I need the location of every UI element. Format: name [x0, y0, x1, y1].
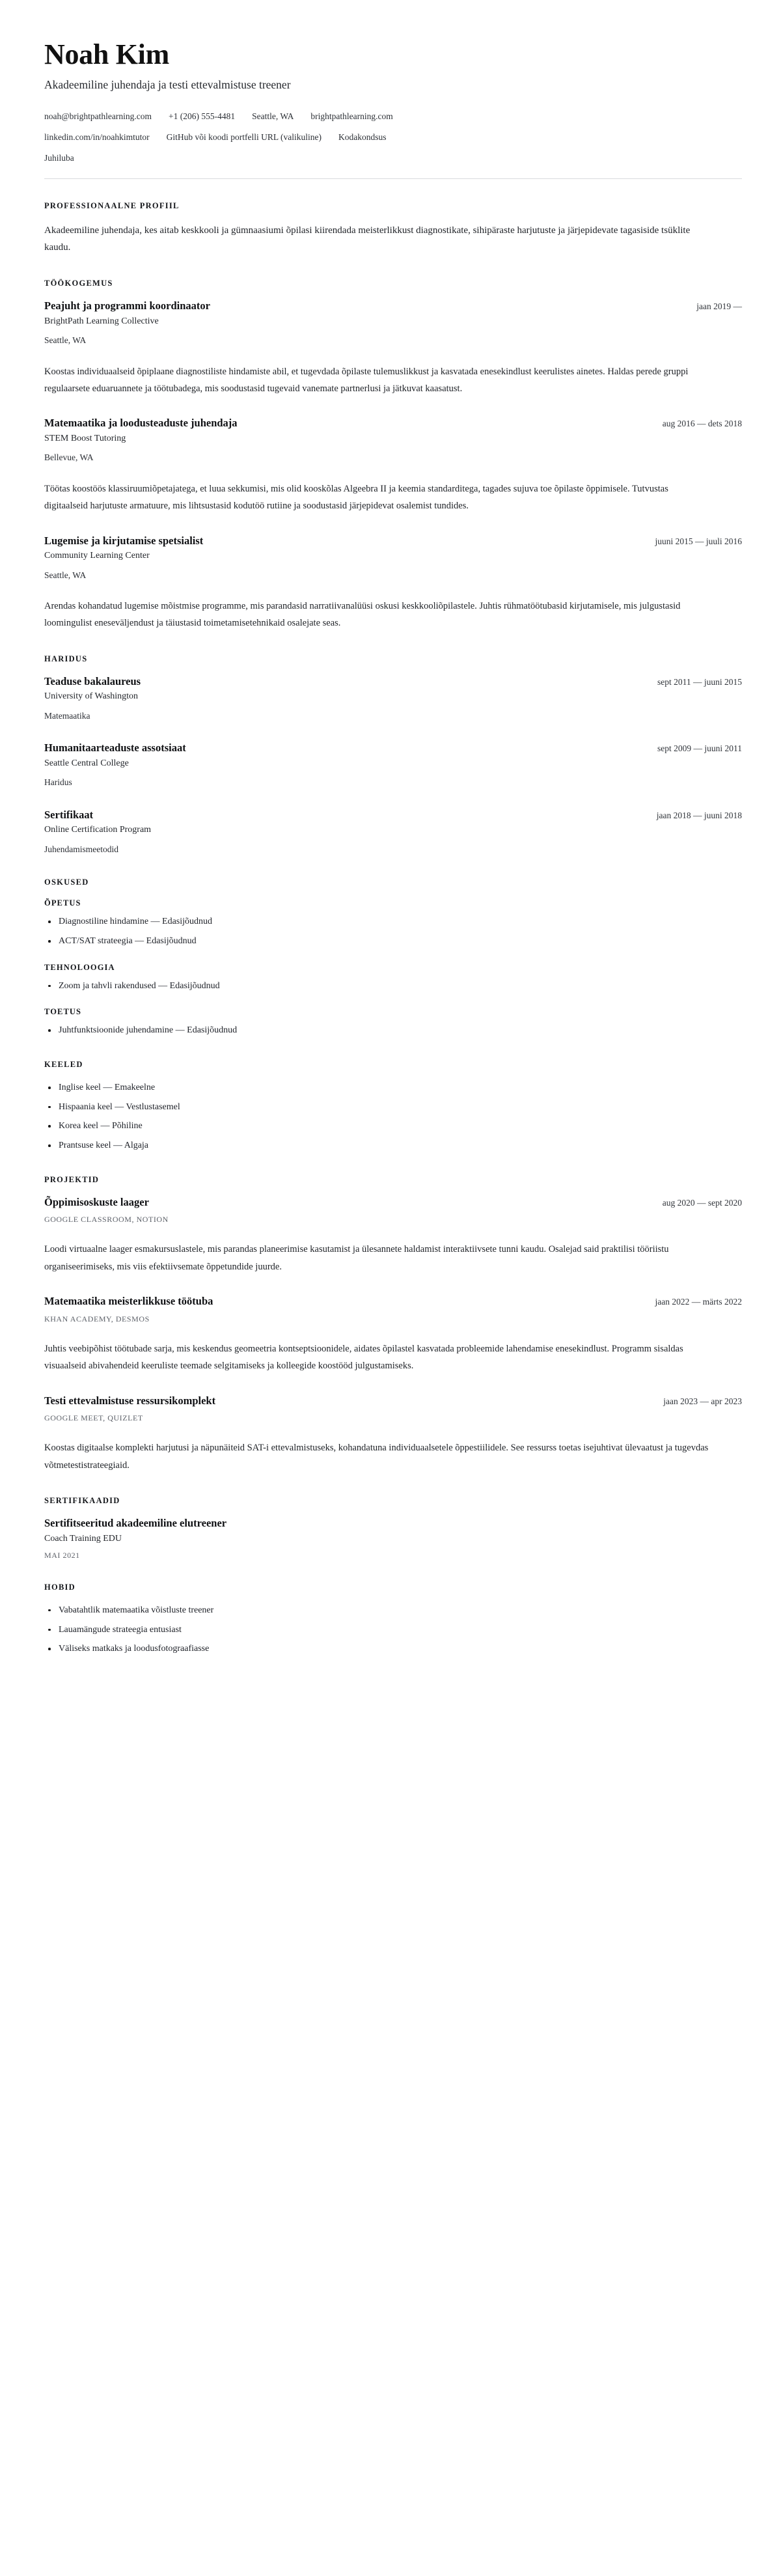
entry-title: Õppimisoskuste laager	[44, 1195, 149, 1208]
entry-header	[44, 809, 742, 822]
language-item: Korea keel — Põhiline	[44, 1119, 742, 1133]
entry-organization: Community Learning Center	[44, 551, 150, 561]
entry-title: Testi ettevalmistuse ressursikomplekt	[44, 1394, 216, 1407]
projects-list	[44, 1196, 742, 1474]
candidate-name: Noah Kim	[44, 38, 169, 70]
entry-title: Matemaatika ja loodusteaduste juhendaja	[44, 417, 238, 430]
header-divider	[44, 178, 742, 179]
entry-date: jaan 2019 —	[696, 301, 742, 312]
education-entry	[44, 809, 742, 855]
contact-row	[44, 152, 742, 165]
entry-date: sept 2009 — juuni 2011	[657, 743, 742, 754]
entry-header	[44, 1517, 742, 1530]
skills-list	[44, 898, 742, 1038]
section-projects	[44, 1175, 742, 1474]
hobbies-list	[44, 1603, 742, 1656]
skill-item: ACT/SAT strateegia — Edasijõudnud	[44, 934, 742, 949]
entry-title: Sertifitseeritud akadeemiline elutreener	[44, 1516, 227, 1529]
entry-header	[44, 417, 742, 430]
hobby-item: Lauamängude strateegia entusiast	[44, 1623, 742, 1637]
section-title-certifications: SERTIFIKAADID	[44, 1495, 120, 1505]
contact-item[interactable]: GitHub või koodi portfelli URL (valikuline)	[166, 132, 322, 142]
section-skills	[44, 878, 742, 1038]
section-hobbies	[44, 1583, 742, 1656]
education-entry	[44, 741, 742, 788]
entry-field-of-study: Haridus	[44, 777, 72, 788]
entry-organization: Coach Training EDU	[44, 1533, 122, 1544]
certification-entry	[44, 1517, 742, 1560]
entry-organization: University of Washington	[44, 691, 139, 702]
entry-title: Peajuht ja programmi koordinaator	[44, 299, 210, 312]
skill-group	[44, 963, 742, 993]
entry-date: sept 2011 — juuni 2015	[657, 676, 742, 687]
skill-group-title: TEHNOLOOGIA	[44, 962, 115, 972]
skill-item: Zoom ja tahvli rakendused — Edasijõudnud	[44, 979, 742, 993]
contact-item[interactable]: Seattle, WA	[252, 111, 294, 122]
skill-group-title: TOETUS	[44, 1007, 82, 1017]
candidate-headline: Akadeemiline juhendaja ja testi ettevalmistuse treener	[44, 78, 291, 92]
skill-item: Juhtfunktsioonide juhendamine — Edasijõudnud	[44, 1023, 742, 1038]
skill-group	[44, 1007, 742, 1038]
project-entry	[44, 1394, 742, 1474]
entry-header	[44, 1394, 742, 1408]
section-title-skills: OSKUSED	[44, 878, 89, 887]
profile-summary: Akadeemiline juhendaja, kes aitab keskkooli ja gümnaasiumi õpilasi kiirendada meisterlikkust diagnostikate, sihipäraste harjutuste ja järjepidevate tagasiside tsüklite kaudu.	[44, 225, 691, 253]
resume-header	[44, 39, 742, 165]
contact-item[interactable]: brightpathlearning.com	[310, 111, 393, 122]
entry-title: Sertifikaat	[44, 808, 94, 821]
entry-tech-stack: KHAN ACADEMY, DESMOS	[44, 1314, 150, 1323]
hobby-item: Väliseks matkaks ja loodusfotograafiasse	[44, 1642, 742, 1656]
experience-entry	[44, 417, 742, 514]
entry-header	[44, 1196, 742, 1210]
entry-description: Töötas koostöös klassiruumiõpetajatega, et luua sekkumisi, mis olid kooskõlas Algeebra II ja keemia standarditega, tagades sujuva toe õpilaste õppimisele. Tutvustas digitaalseid harjutuste armatuure, mis lihtsustasid kodutöö rutiine ja soodustasid järjepidevat osalemist tundides.	[44, 483, 668, 512]
contact-item[interactable]: linkedin.com/in/noahkimtutor	[44, 132, 150, 142]
contact-item[interactable]: +1 (206) 555-4481	[169, 111, 236, 122]
project-entry	[44, 1295, 742, 1374]
section-title-profile: PROFESSIONAALNE PROFIIL	[44, 201, 180, 210]
entry-organization: STEM Boost Tutoring	[44, 434, 126, 444]
skill-item-list	[44, 915, 742, 948]
languages-list	[44, 1081, 742, 1153]
entry-title: Lugemise ja kirjutamise spetsialist	[44, 534, 204, 547]
experience-entry	[44, 299, 742, 397]
entry-header	[44, 534, 742, 548]
entry-tech-stack: GOOGLE CLASSROOM, NOTION	[44, 1215, 169, 1225]
entry-description: Arendas kohandatud lugemise mõistmise programme, mis parandasid narratiivanalüüsi oskusi keskkooliõpilastele. Juhtis rühmatöötubasid kirjutamisele, mis julgustasid loomingulist eneseväljendust ja täiustasid toimetamisetehnikaid osalejate seas.	[44, 601, 681, 629]
entry-location: Seattle, WA	[44, 570, 87, 580]
entry-field-of-study: Matemaatika	[44, 710, 90, 721]
section-experience	[44, 279, 742, 632]
entry-date: jaan 2018 — juuni 2018	[656, 810, 742, 820]
entry-header	[44, 741, 742, 755]
section-certifications	[44, 1496, 742, 1560]
contact-item[interactable]: noah@brightpathlearning.com	[44, 111, 152, 122]
entry-title: Teaduse bakalaureus	[44, 674, 141, 687]
language-item: Inglise keel — Emakeelne	[44, 1081, 742, 1095]
skill-group	[44, 898, 742, 948]
skill-item: Diagnostiline hindamine — Edasijõudnud	[44, 915, 742, 929]
project-entry	[44, 1196, 742, 1275]
entry-date: jaan 2022 — märts 2022	[655, 1297, 742, 1307]
entry-organization: Online Certification Program	[44, 825, 152, 835]
entry-description: Koostas digitaalse komplekti harjutusi ja näpunäiteid SAT-i ettevalmistuseks, kohandatuna individuaalsetele õppestiilidele. See ressurss toetas isejuhtivat ülevaatust ja tugevdas võtmetestistrateegiaid.	[44, 1443, 709, 1471]
entry-header	[44, 299, 742, 313]
skill-group-title: ÕPETUS	[44, 898, 81, 908]
education-list	[44, 675, 742, 855]
section-title-languages: KEELED	[44, 1060, 83, 1070]
contact-row	[44, 131, 742, 145]
entry-tech-stack: GOOGLE MEET, QUIZLET	[44, 1413, 143, 1423]
entry-organization: Seattle Central College	[44, 758, 129, 768]
section-title-projects: PROJEKTID	[44, 1174, 100, 1184]
entry-description: Juhtis veebipõhist töötubade sarja, mis keskendus geomeetria kontseptsioonidele, aidates õpilastel kasvatada probleemide lahendamise enesekindlust. Programm sisaldas visuaalseid abivahendeid keeruliste teemade selgitamiseks ja kolleegide koostööd julgustamiseks.	[44, 1343, 683, 1372]
entry-date: aug 2020 — sept 2020	[662, 1197, 742, 1208]
entry-description: Loodi virtuaalne laager esmakursuslastele, mis parandas planeerimise kasutamist ja ülesannete haldamist interaktiivsete tunni kaudu. Osalejad said praktilisi tööriistu organiseerimiseks, mis viis efektiivsemate õppetundide juurde.	[44, 1244, 669, 1272]
language-item: Prantsuse keel — Algaja	[44, 1139, 742, 1153]
contact-item[interactable]: Juhiluba	[44, 152, 74, 163]
contact-row	[44, 110, 742, 124]
entry-description: Koostas individuaalseid õpiplaane diagnostiliste hindamiste abil, et tugevdada õpilaste tulemuslikkust ja kasvatada enesekindlust keerulistes ainetes. Haldas perede gruppi regulaarsete eduaruannete ja töötubadega, mis soodustasid tugevaid vanemate partnerlusi ja jätkuvat kaasatust.	[44, 366, 689, 395]
skill-item-list	[44, 979, 742, 993]
contact-info	[44, 110, 742, 165]
section-title-education: HARIDUS	[44, 654, 88, 663]
entry-date: jaan 2023 — apr 2023	[663, 1396, 742, 1406]
entry-header	[44, 675, 742, 689]
contact-item[interactable]: Kodakondsus	[338, 132, 387, 142]
section-languages	[44, 1060, 742, 1153]
entry-field-of-study: Juhendamismeetodid	[44, 844, 118, 854]
experience-list	[44, 299, 742, 632]
skill-item-list	[44, 1023, 742, 1038]
experience-entry	[44, 534, 742, 632]
entry-organization: BrightPath Learning Collective	[44, 316, 159, 326]
entry-date: aug 2016 — dets 2018	[662, 419, 742, 429]
section-title-experience: TÖÖKOGEMUS	[44, 279, 113, 288]
section-profile	[44, 201, 742, 256]
entry-location: Seattle, WA	[44, 335, 87, 346]
language-item: Hispaania keel — Vestlustasemel	[44, 1100, 742, 1115]
entry-title: Humanitaarteaduste assotsiaat	[44, 741, 186, 755]
entry-title: Matemaatika meisterlikkuse töötuba	[44, 1295, 213, 1308]
entry-date: juuni 2015 — juuli 2016	[655, 536, 742, 546]
section-title-hobbies: HOBID	[44, 1582, 75, 1592]
hobby-item: Vabatahtlik matemaatika võistluste treener	[44, 1603, 742, 1618]
entry-header	[44, 1295, 742, 1309]
section-education	[44, 654, 742, 855]
entry-location: Bellevue, WA	[44, 452, 94, 463]
certification-date: MAI 2021	[44, 1550, 80, 1560]
education-entry	[44, 675, 742, 722]
certifications-list	[44, 1517, 742, 1560]
